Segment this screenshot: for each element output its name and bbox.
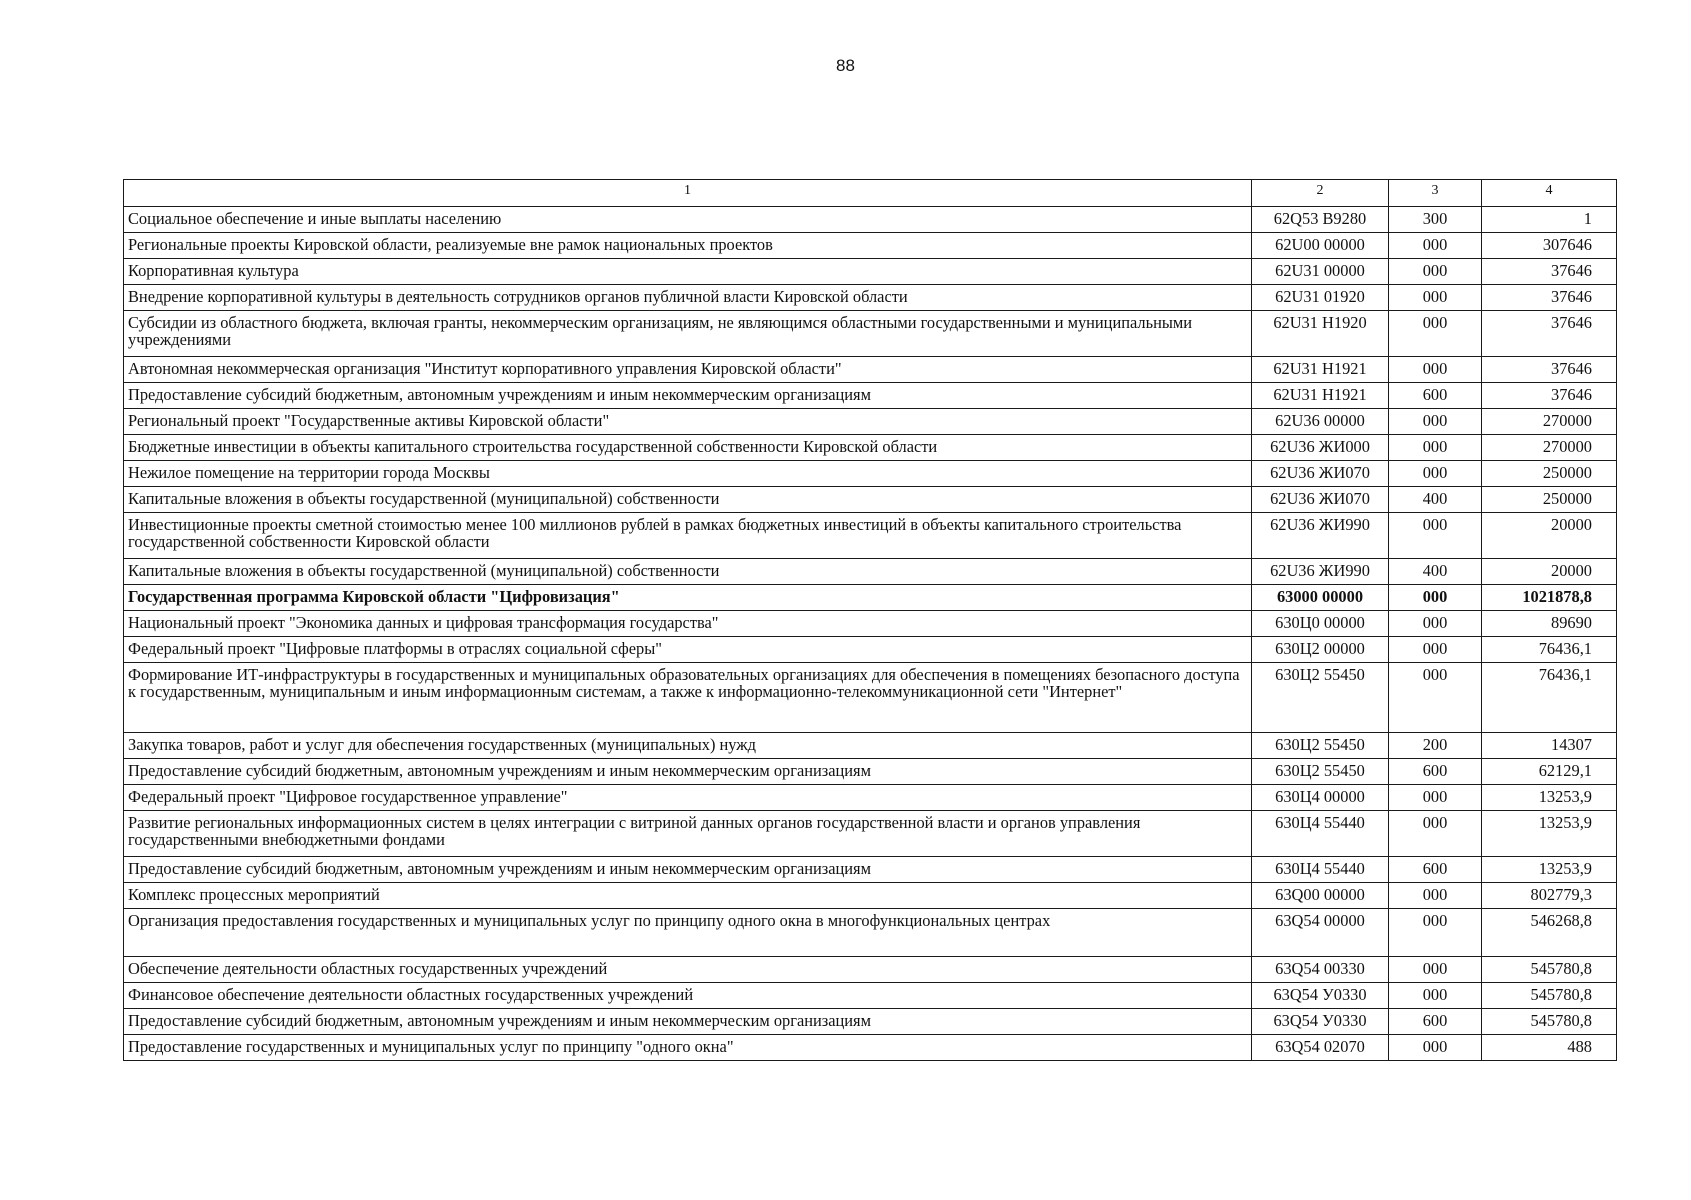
row-sum: 488 [1482, 1035, 1617, 1061]
row-name: Предоставление субсидий бюджетным, автономным учреждениям и иным некоммерческим организациям [124, 383, 1252, 409]
table-row [124, 357, 1617, 383]
row-code: 630Ц4 00000 [1252, 785, 1389, 811]
row-name: Социальное обеспечение и иные выплаты населению [124, 207, 1252, 233]
row-kvr: 000 [1389, 461, 1482, 487]
header-cell-name: 1 [124, 180, 1252, 207]
table-row [124, 259, 1617, 285]
row-sum: 250000 [1482, 461, 1617, 487]
row-name: Обеспечение деятельности областных государственных учреждений [124, 957, 1252, 983]
row-name: Субсидии из областного бюджета, включая гранты, некоммерческим организациям, не являющимся областными государственными и муниципальными учреждениями [124, 311, 1252, 357]
row-kvr: 600 [1389, 383, 1482, 409]
row-sum: 62129,1 [1482, 759, 1617, 785]
row-kvr: 000 [1389, 233, 1482, 259]
row-kvr: 000 [1389, 637, 1482, 663]
row-name: Комплекс процессных мероприятий [124, 883, 1252, 909]
row-code: 630Ц4 55440 [1252, 857, 1389, 883]
row-name: Нежилое помещение на территории города Москвы [124, 461, 1252, 487]
row-code: 63Q54 00000 [1252, 909, 1389, 957]
row-sum: 89690 [1482, 611, 1617, 637]
table-row [124, 435, 1617, 461]
row-kvr: 000 [1389, 811, 1482, 857]
table-row [124, 311, 1617, 357]
row-sum: 20000 [1482, 559, 1617, 585]
row-sum: 37646 [1482, 259, 1617, 285]
row-name: Бюджетные инвестиции в объекты капитального строительства государственной собственности Кировской области [124, 435, 1252, 461]
row-kvr: 400 [1389, 487, 1482, 513]
row-code: 630Ц2 55450 [1252, 663, 1389, 733]
row-kvr: 600 [1389, 759, 1482, 785]
row-kvr: 000 [1389, 585, 1482, 611]
row-name: Капитальные вложения в объекты государственной (муниципальной) собственности [124, 559, 1252, 585]
row-code: 63000 00000 [1252, 585, 1389, 611]
row-code: 62U36 ЖИ990 [1252, 559, 1389, 585]
table-row [124, 207, 1617, 233]
row-sum: 1021878,8 [1482, 585, 1617, 611]
row-kvr: 000 [1389, 983, 1482, 1009]
header-cell-code: 2 [1252, 180, 1389, 207]
row-code: 630Ц0 00000 [1252, 611, 1389, 637]
row-sum: 37646 [1482, 357, 1617, 383]
page-number: 88 [836, 56, 855, 75]
row-name: Предоставление государственных и муниципальных услуг по принципу "одного окна" [124, 1035, 1252, 1061]
row-name: Закупка товаров, работ и услуг для обеспечения государственных (муниципальных) нужд [124, 733, 1252, 759]
row-name: Региональные проекты Кировской области, реализуемые вне рамок национальных проектов [124, 233, 1252, 259]
row-sum: 37646 [1482, 311, 1617, 357]
table-row [124, 487, 1617, 513]
row-sum: 545780,8 [1482, 957, 1617, 983]
row-code: 62U36 00000 [1252, 409, 1389, 435]
row-code: 62U36 ЖИ990 [1252, 513, 1389, 559]
row-kvr: 000 [1389, 1035, 1482, 1061]
row-sum: 250000 [1482, 487, 1617, 513]
row-kvr: 600 [1389, 1009, 1482, 1035]
row-name: Автономная некоммерческая организация "Институт корпоративного управления Кировской области" [124, 357, 1252, 383]
table-row [124, 957, 1617, 983]
row-kvr: 000 [1389, 357, 1482, 383]
row-name: Развитие региональных информационных систем в целях интеграции с витриной данных органов государственной власти и органов управления государственными внебюджетными фондами [124, 811, 1252, 857]
row-sum: 546268,8 [1482, 909, 1617, 957]
row-sum: 76436,1 [1482, 663, 1617, 733]
row-sum: 1 [1482, 207, 1617, 233]
row-code: 63Q54 02070 [1252, 1035, 1389, 1061]
row-sum: 20000 [1482, 513, 1617, 559]
row-sum: 14307 [1482, 733, 1617, 759]
row-code: 630Ц4 55440 [1252, 811, 1389, 857]
table-row [124, 1009, 1617, 1035]
row-name: Организация предоставления государственных и муниципальных услуг по принципу одного окна в многофункциональных центрах [124, 909, 1252, 957]
header-cell-kvr: 3 [1389, 180, 1482, 207]
table-row [124, 1035, 1617, 1061]
table-row [124, 409, 1617, 435]
row-code: 62U31 Н1921 [1252, 357, 1389, 383]
table-row [124, 611, 1617, 637]
row-name: Федеральный проект "Цифровые платформы в отраслях социальной сферы" [124, 637, 1252, 663]
row-kvr: 000 [1389, 259, 1482, 285]
row-kvr: 000 [1389, 435, 1482, 461]
row-sum: 76436,1 [1482, 637, 1617, 663]
table-row [124, 811, 1617, 857]
row-kvr: 000 [1389, 785, 1482, 811]
row-name: Предоставление субсидий бюджетным, автономным учреждениям и иным некоммерческим организациям [124, 759, 1252, 785]
table-row [124, 233, 1617, 259]
row-name: Национальный проект "Экономика данных и цифровая трансформация государства" [124, 611, 1252, 637]
row-kvr: 400 [1389, 559, 1482, 585]
table-row [124, 983, 1617, 1009]
row-sum: 270000 [1482, 435, 1617, 461]
row-code: 62U00 00000 [1252, 233, 1389, 259]
table-row [124, 759, 1617, 785]
table-row [124, 285, 1617, 311]
table-row [124, 785, 1617, 811]
row-sum: 802779,3 [1482, 883, 1617, 909]
row-kvr: 300 [1389, 207, 1482, 233]
row-code: 63Q54 00330 [1252, 957, 1389, 983]
row-sum: 545780,8 [1482, 983, 1617, 1009]
table-row [124, 637, 1617, 663]
table-row [124, 733, 1617, 759]
row-sum: 13253,9 [1482, 785, 1617, 811]
table-row [124, 663, 1617, 733]
row-sum: 37646 [1482, 383, 1617, 409]
table-row [124, 383, 1617, 409]
row-code: 62U31 00000 [1252, 259, 1389, 285]
row-sum: 13253,9 [1482, 811, 1617, 857]
row-code: 62U36 ЖИ070 [1252, 487, 1389, 513]
row-name: Предоставление субсидий бюджетным, автономным учреждениям и иным некоммерческим организациям [124, 857, 1252, 883]
row-name: Федеральный проект "Цифровое государственное управление" [124, 785, 1252, 811]
table-row [124, 909, 1617, 957]
row-kvr: 600 [1389, 857, 1482, 883]
table-row [124, 559, 1617, 585]
row-sum: 37646 [1482, 285, 1617, 311]
row-code: 630Ц2 55450 [1252, 733, 1389, 759]
table-row [124, 461, 1617, 487]
row-code: 62Q53 В9280 [1252, 207, 1389, 233]
row-sum: 307646 [1482, 233, 1617, 259]
row-name: Государственная программа Кировской области "Цифровизация" [124, 585, 1252, 611]
row-code: 62U31 01920 [1252, 285, 1389, 311]
row-name: Корпоративная культура [124, 259, 1252, 285]
row-sum: 545780,8 [1482, 1009, 1617, 1035]
row-name: Инвестиционные проекты сметной стоимостью менее 100 миллионов рублей в рамках бюджетных инвестиций в объекты капитального строительства государственной собственности Кировской области [124, 513, 1252, 559]
table-row [124, 883, 1617, 909]
row-sum: 13253,9 [1482, 857, 1617, 883]
row-name: Региональный проект "Государственные активы Кировской области" [124, 409, 1252, 435]
row-kvr: 000 [1389, 883, 1482, 909]
row-name: Внедрение корпоративной культуры в деятельность сотрудников органов публичной власти Кировской области [124, 285, 1252, 311]
row-code: 63Q54 У0330 [1252, 983, 1389, 1009]
row-code: 62U31 Н1921 [1252, 383, 1389, 409]
table-header-row [124, 180, 1617, 207]
row-code: 63Q54 У0330 [1252, 1009, 1389, 1035]
table-row [124, 513, 1617, 559]
row-kvr: 000 [1389, 513, 1482, 559]
row-kvr: 000 [1389, 311, 1482, 357]
row-code: 62U36 ЖИ070 [1252, 461, 1389, 487]
row-kvr: 000 [1389, 611, 1482, 637]
row-name: Формирование ИТ-инфраструктуры в государственных и муниципальных образовательных организациях для обеспечения в помещениях безопасного доступа к государственным, муниципальным и иным информационным системам, а также к информационно-телекоммуникационной сети "Интернет" [124, 663, 1252, 733]
row-sum: 270000 [1482, 409, 1617, 435]
row-kvr: 000 [1389, 409, 1482, 435]
budget-table [123, 179, 1617, 1061]
table-row-program [124, 585, 1617, 611]
row-code: 62U36 ЖИ000 [1252, 435, 1389, 461]
row-kvr: 000 [1389, 285, 1482, 311]
row-name: Финансовое обеспечение деятельности областных государственных учреждений [124, 983, 1252, 1009]
row-kvr: 000 [1389, 663, 1482, 733]
row-name: Капитальные вложения в объекты государственной (муниципальной) собственности [124, 487, 1252, 513]
header-cell-sum: 4 [1482, 180, 1617, 207]
row-code: 630Ц2 00000 [1252, 637, 1389, 663]
table-row [124, 857, 1617, 883]
row-kvr: 200 [1389, 733, 1482, 759]
row-code: 63Q00 00000 [1252, 883, 1389, 909]
row-name: Предоставление субсидий бюджетным, автономным учреждениям и иным некоммерческим организациям [124, 1009, 1252, 1035]
row-code: 630Ц2 55450 [1252, 759, 1389, 785]
row-code: 62U31 Н1920 [1252, 311, 1389, 357]
row-kvr: 000 [1389, 957, 1482, 983]
row-kvr: 000 [1389, 909, 1482, 957]
